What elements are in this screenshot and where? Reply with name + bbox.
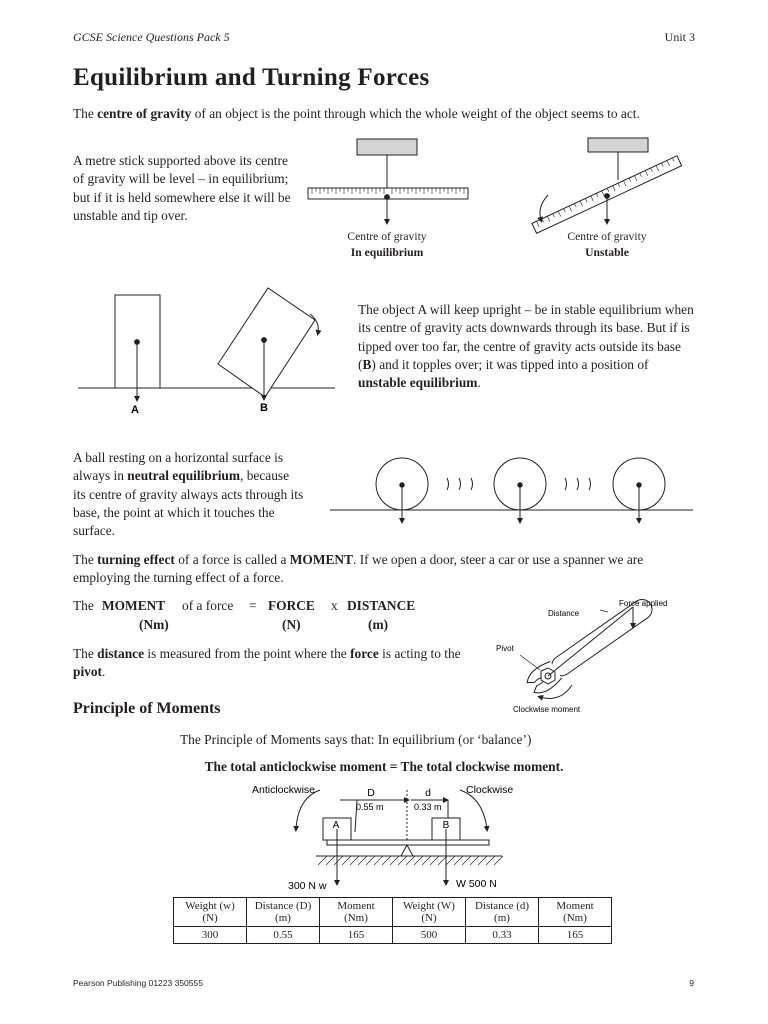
weight-right-label: W 500 N (456, 878, 497, 890)
formula-unit-n: (N) (282, 617, 301, 632)
header-pack-title: GCSE Science Questions Pack 5 (73, 30, 230, 44)
distance-value-left: 0.55 m (356, 802, 384, 812)
table-header-cell: Moment (Nm) (320, 898, 393, 927)
neutral-equilibrium-paragraph: A ball resting on a horizontal surface is always in neutral equilibrium, because its centre of gravity always acts through its base, the point at which it touches the surface. (73, 450, 304, 539)
table-cell: 0.33 (466, 927, 539, 944)
pivot-label: Pivot (496, 644, 514, 653)
moment-intro-paragraph: The turning effect of a force is called a MOMENT. If we open a door, steer a car or use a spanner we are employing the turning effect of a force. (73, 552, 644, 586)
moment-formula (73, 597, 473, 637)
footer-publisher: Pearson Publishing 01223 350555 (73, 978, 203, 988)
distance-paragraph: The distance is measured from the point where the force is acting to the pivot. (73, 646, 461, 680)
blocks-stability-diagram (78, 288, 335, 399)
beam-diagram (296, 790, 503, 883)
header-unit: Unit 3 (664, 30, 695, 44)
stability-paragraph: The object A will keep upright – be in stable equilibrium when its centre of gravity acts downwards through its base. But if is tipped over too far, the centre of gravity acts outside its base (B) and it topples over; it was tipped into a position of unstable equilibrium. (358, 302, 694, 391)
table-cell: 300 (174, 927, 247, 944)
table-row (174, 927, 612, 944)
unstable-caption-line1: Centre of gravity (567, 230, 647, 243)
balls-neutral-diagram (330, 458, 693, 521)
equilibrium-caption-line1: Centre of gravity (347, 230, 427, 243)
table-cell: 165 (539, 927, 612, 944)
equilibrium-caption-line2: In equilibrium (350, 246, 424, 259)
formula-of-force: of a force (182, 598, 234, 613)
intro-paragraph: The centre of gravity of an object is the point through which the whole weight of the object seems to act. (73, 106, 640, 121)
principle-statement: The total anticlockwise moment = The total clockwise moment. (204, 759, 564, 774)
metre-stick-unstable-diagram (532, 138, 682, 233)
distance-value-right: 0.33 m (414, 802, 442, 812)
spanner-diagram (520, 594, 657, 699)
principle-heading: Principle of Moments (73, 700, 221, 717)
formula-equals: = (249, 598, 257, 613)
table-header-cell: Weight (W) (N) (393, 898, 466, 927)
mass-b-label: B (442, 820, 450, 831)
unstable-caption (547, 229, 667, 261)
table-cell: 500 (393, 927, 466, 944)
page-number: 9 (689, 978, 694, 988)
distance-label: Distance (548, 609, 580, 618)
equilibrium-caption (327, 229, 447, 261)
distance-d-lower-label: d (425, 787, 431, 799)
distance-d-upper-label: D (367, 787, 375, 799)
formula-unit-nm: (Nm) (139, 617, 169, 632)
table-header-cell: Distance (d) (m) (466, 898, 539, 927)
formula-force: FORCE (268, 598, 315, 613)
force-applied-label: Force applied (619, 599, 668, 608)
metre-stick-paragraph: A metre stick supported above its centre of gravity will be level – in equilibrium; but if it is held somewhere else it will be unstable and tip over. (73, 153, 291, 223)
formula-times: x (331, 598, 338, 613)
metre-stick-equilibrium-diagram (308, 139, 468, 222)
page-title: Equilibrium and Turning Forces (73, 64, 430, 91)
mass-a-label: A (332, 820, 340, 831)
principle-says: The Principle of Moments says that: In equilibrium (or ‘balance’) (180, 732, 532, 747)
table-header-cell: Moment (Nm) (539, 898, 612, 927)
block-a-label: A (131, 404, 139, 416)
table-header-cell: Distance (D) (m) (247, 898, 320, 927)
anticlockwise-label: Anticlockwise (252, 784, 316, 796)
table-header-row (174, 898, 612, 927)
formula-prefix: The (73, 598, 94, 613)
unstable-caption-line2: Unstable (585, 246, 629, 259)
formula-distance: DISTANCE (347, 598, 416, 613)
clockwise-moment-label: Clockwise moment (513, 705, 581, 714)
table-cell: 0.55 (247, 927, 320, 944)
table-header-cell: Weight (w) (N) (174, 898, 247, 927)
moments-table (173, 897, 612, 944)
table-cell: 165 (320, 927, 393, 944)
block-b-label: B (260, 402, 268, 414)
formula-unit-m: (m) (368, 617, 389, 632)
clockwise-label: Clockwise (466, 784, 514, 796)
formula-moment: MOMENT (102, 598, 166, 613)
weight-left-label: 300 N w (288, 880, 327, 892)
